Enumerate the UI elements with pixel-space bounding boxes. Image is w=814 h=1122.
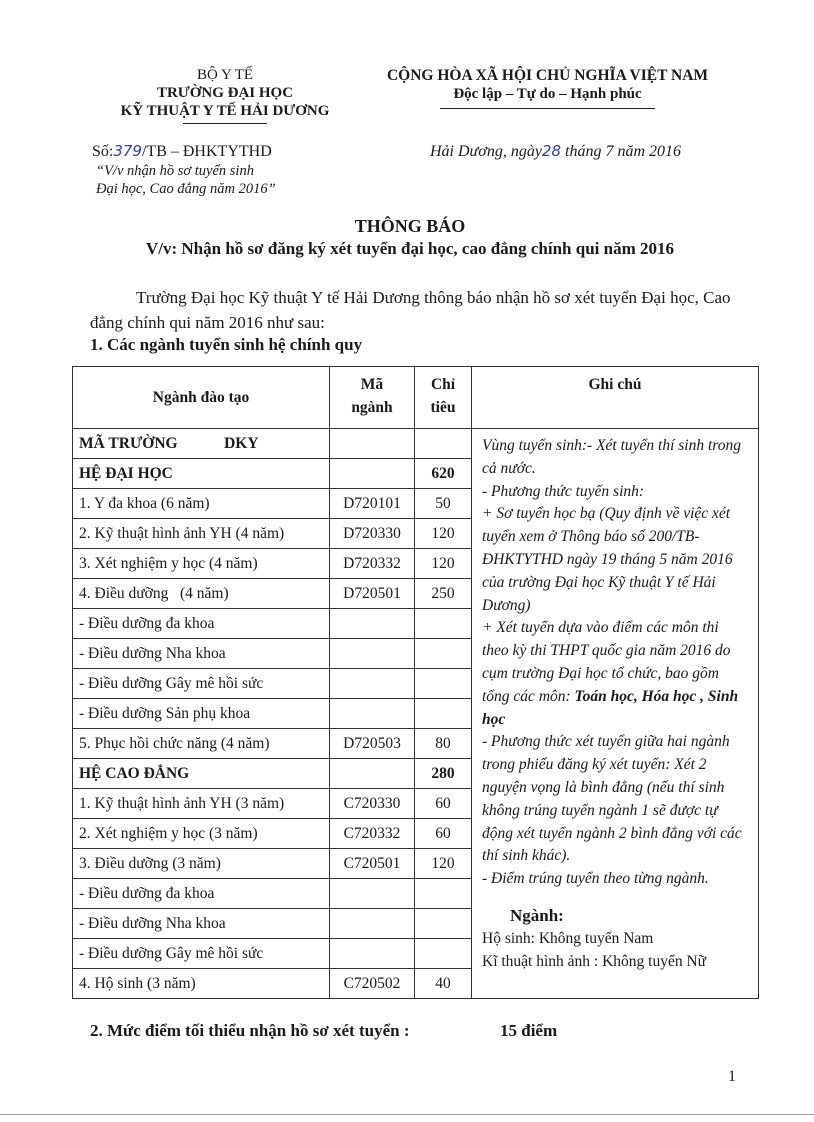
cell-major: HỆ ĐẠI HỌC <box>73 459 330 489</box>
cell-code <box>330 669 415 699</box>
note-cutoff: - Điểm trúng tuyển theo từng ngành. <box>482 870 709 888</box>
note-midwife-restriction: Hộ sinh: Không tuyển Nam <box>482 929 654 947</box>
cell-major: - Điều dưỡng Gây mê hồi sức <box>73 669 330 699</box>
cell-quota: 250 <box>415 579 472 609</box>
note-region: Vùng tuyển sinh:- Xét tuyển thí sinh trong cả nước. <box>482 437 742 477</box>
national-motto: Độc lập – Tự do – Hạnh phúc <box>453 86 642 102</box>
cell-major: - Điều dưỡng Gây mê hồi sức <box>73 939 330 969</box>
school-header <box>60 66 390 124</box>
cell-quota: 60 <box>415 819 472 849</box>
note-method-exam <box>482 617 746 731</box>
cell-code: D720101 <box>330 489 415 519</box>
cell-code: D720501 <box>330 579 415 609</box>
page-number: 1 <box>728 1068 736 1085</box>
header-right-underline <box>440 108 655 109</box>
document-date <box>430 142 681 161</box>
school-name-line1: TRƯỜNG ĐẠI HỌC <box>156 85 294 101</box>
cell-code <box>330 939 415 969</box>
cell-major: 4. Điều dưỡng (4 năm) <box>73 579 330 609</box>
minimum-score: 15 điểm <box>500 1021 558 1040</box>
section1-heading: 1. Các ngành tuyển sinh hệ chính quy <box>90 335 363 354</box>
country-name: CỘNG HÒA XÃ HỘI CHỦ NGHĨA VIỆT NAM <box>386 67 709 84</box>
document-number-suffix: /TB – ĐHKTYTHD <box>141 143 272 160</box>
note-exam-text: + Xét tuyển dựa vào điểm các môn thi theo kỳ thi THPT quốc gia năm 2016 do cụm trường Đại học tổ chức, bao gồm tổng các môn: <box>482 619 731 705</box>
cell-code <box>330 609 415 639</box>
bottom-scan-edge <box>0 1114 814 1115</box>
cell-quota <box>415 939 472 969</box>
notes-cell <box>472 429 759 999</box>
cell-quota <box>415 879 472 909</box>
header-code-line1: Mã <box>360 376 384 393</box>
header-left-underline <box>183 123 267 124</box>
section2-heading: 2. Mức điểm tối thiểu nhận hồ sơ xét tuyển : <box>90 1021 410 1040</box>
cell-major: 2. Xét nghiệm y học (3 năm) <box>73 819 330 849</box>
cell-quota <box>415 909 472 939</box>
cell-code: D720330 <box>330 519 415 549</box>
subject-line2: Đại học, Cao đẳng năm 2016” <box>96 181 276 197</box>
cell-quota <box>415 699 472 729</box>
subject-line1: “V/v nhận hồ sơ tuyển sinh <box>96 163 254 179</box>
page-title: THÔNG BÁO <box>354 216 466 236</box>
cell-code: C720502 <box>330 969 415 999</box>
note-exam-subjects: Toán học, Hóa học , Sinh học <box>482 687 739 728</box>
national-header <box>355 66 740 109</box>
note-major-label: Ngành: <box>510 905 564 925</box>
header-quota <box>415 367 472 429</box>
cell-code: C720330 <box>330 789 415 819</box>
cell-code: D720332 <box>330 549 415 579</box>
cell-code: C720501 <box>330 849 415 879</box>
cell-code <box>330 429 415 459</box>
intro-paragraph: Trường Đại học Kỹ thuật Y tế Hải Dương thông báo nhận hồ sơ xét tuyển Đại học, Cao đẳng chính qui năm 2016 như sau: <box>90 288 731 332</box>
cell-major: 1. Y đa khoa (6 năm) <box>73 489 330 519</box>
cell-code <box>330 759 415 789</box>
cell-code <box>330 909 415 939</box>
note-imaging-restriction: Kĩ thuật hình ảnh : Không tuyển Nữ <box>482 952 707 970</box>
cell-quota: 40 <box>415 969 472 999</box>
cell-code <box>330 699 415 729</box>
cell-quota: 60 <box>415 789 472 819</box>
cell-quota: 120 <box>415 519 472 549</box>
date-prefix: Hải Dương, ngày <box>430 143 542 160</box>
cell-major: - Điều dưỡng Nha khoa <box>73 639 330 669</box>
cell-major: 3. Điều dưỡng (3 năm) <box>73 849 330 879</box>
note-method-transcript: + Sơ tuyển học bạ (Quy định về việc xét tuyển xem ở Thông báo số 200/TB-ĐHKTYTHD ngày 19 tháng 5 năm 2016 của trường Đại học Kỹ thuật Y tế Hải Dương) <box>482 505 733 614</box>
cell-code <box>330 639 415 669</box>
date-suffix: tháng 7 năm 2016 <box>561 143 682 160</box>
cell-major: - Điều dưỡng đa khoa <box>73 609 330 639</box>
cell-code <box>330 459 415 489</box>
cell-major: - Điều dưỡng đa khoa <box>73 879 330 909</box>
cell-major: 4. Hộ sinh (3 năm) <box>73 969 330 999</box>
cell-code <box>330 879 415 909</box>
cell-quota: 620 <box>415 459 472 489</box>
cell-major: - Điều dưỡng Nha khoa <box>73 909 330 939</box>
cell-quota <box>415 669 472 699</box>
note-method-heading: - Phương thức tuyển sinh: <box>482 482 645 500</box>
school-name-line2: KỸ THUẬT Y TẾ HẢI DƯƠNG <box>120 103 330 119</box>
cell-major: 2. Kỹ thuật hình ảnh YH (4 năm) <box>73 519 330 549</box>
cell-quota <box>415 639 472 669</box>
cell-major: 3. Xét nghiệm y học (4 năm) <box>73 549 330 579</box>
cell-quota: 280 <box>415 759 472 789</box>
document-number <box>92 142 272 161</box>
document-number-prefix: Số: <box>92 143 114 160</box>
cell-quota <box>415 429 472 459</box>
admissions-table <box>72 366 759 999</box>
cell-major: - Điều dưỡng Sản phụ khoa <box>73 699 330 729</box>
table-header-row <box>73 367 759 429</box>
cell-major: MÃ TRƯỜNG DKY <box>73 429 330 459</box>
handwritten-number: 379 <box>113 142 142 160</box>
header-quota-line2: tiêu <box>430 399 456 416</box>
header-code <box>330 367 415 429</box>
ministry-name: BỘ Y TẾ <box>196 67 254 83</box>
note-preference-method: - Phương thức xét tuyển giữa hai ngành trong phiếu đăng ký xét tuyển: Xét 2 nguyện vọng là bình đẳng (nếu thí sinh không trúng tuyển ngành 1 sẽ được tự động xét tuyển ngành 2 bình đẳng với các thí sinh khác). <box>482 733 742 865</box>
header-code-line2: ngành <box>351 399 393 416</box>
cell-quota: 120 <box>415 849 472 879</box>
header-major: Ngành đào tạo <box>73 367 330 429</box>
cell-major: 5. Phục hồi chức năng (4 năm) <box>73 729 330 759</box>
handwritten-day: 28 <box>541 142 562 160</box>
cell-major: HỆ CAO ĐẲNG <box>73 759 330 789</box>
header-quota-line1: Chỉ <box>430 376 456 393</box>
page-subtitle: V/v: Nhận hồ sơ đăng ký xét tuyển đại học, cao đẳng chính qui năm 2016 <box>145 239 675 258</box>
cell-code: C720332 <box>330 819 415 849</box>
table-row <box>73 429 759 459</box>
cell-quota: 120 <box>415 549 472 579</box>
cell-quota <box>415 609 472 639</box>
cell-major: 1. Kỹ thuật hình ảnh YH (3 năm) <box>73 789 330 819</box>
cell-quota: 80 <box>415 729 472 759</box>
document-subject <box>96 162 276 198</box>
cell-quota: 50 <box>415 489 472 519</box>
header-note: Ghi chú <box>472 367 759 429</box>
cell-code: D720503 <box>330 729 415 759</box>
